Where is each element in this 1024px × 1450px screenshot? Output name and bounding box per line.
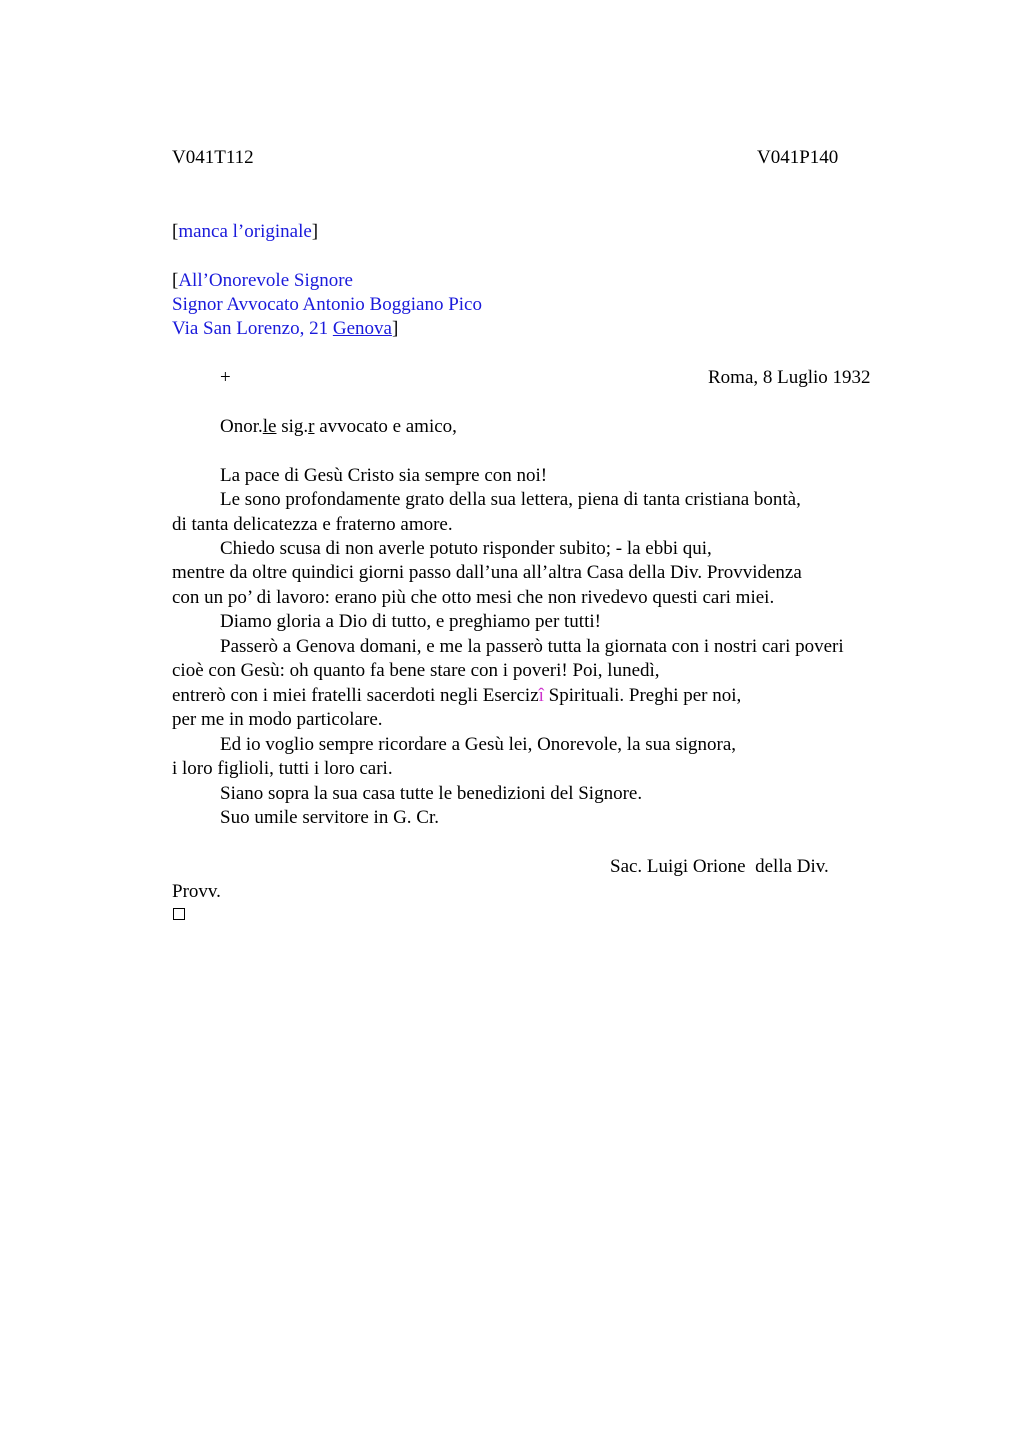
salutation-part: sig.: [276, 416, 309, 437]
body-line: Chiedo scusa di non averle potuto risponder subito; - la ebbi qui,: [220, 538, 712, 559]
salutation-part: avvocato e amico,: [314, 416, 457, 437]
document-code-right: V041P140: [757, 147, 839, 168]
body-line: La pace di Gesù Cristo sia sempre con noi!: [220, 465, 548, 486]
salutation-superscript: r: [308, 416, 315, 437]
body-line: di tanta delicatezza e fraterno amore.: [172, 514, 453, 535]
highlighted-character: î: [538, 685, 544, 706]
signature-line-2: Provv.: [172, 881, 221, 902]
cross-mark: +: [220, 367, 231, 388]
body-line: Passerò a Genova domani, e me la passerò tutta la giornata con i nostri cari poveri: [220, 636, 844, 657]
salutation: [220, 415, 457, 439]
body-line: per me in modo particolare.: [172, 709, 383, 730]
address-recipient-title: All’Onorevole Signore: [178, 270, 353, 291]
salutation-superscript: le: [262, 416, 277, 437]
document-code-left: V041T112: [172, 147, 254, 168]
body-line: Diamo gloria a Dio di tutto, e preghiamo per tutti!: [220, 611, 601, 632]
body-line: i loro figlioli, tutti i loro cari.: [172, 758, 393, 779]
body-line: mentre da oltre quindici giorni passo dall’una all’altra Casa della Div. Provvidenza: [172, 562, 802, 583]
body-line: Le sono profondamente grato della sua lettera, piena di tanta cristiana bontà,: [220, 489, 801, 510]
salutation-part: Onor.: [220, 416, 263, 437]
body-line: con un po’ di lavoro: erano più che otto mesi che non rivedevo questi cari miei.: [172, 587, 775, 608]
end-box-icon: [173, 908, 185, 920]
body-text: entrerò con i miei fratelli sacerdoti negli Eserciz: [172, 685, 539, 706]
editorial-note-text: manca l’originale: [178, 221, 312, 242]
editorial-note: [manca l’originale]: [172, 221, 319, 242]
body-text: Spirituali. Preghi per noi,: [543, 685, 742, 706]
body-line: [172, 684, 741, 708]
signature-line-1: Sac. Luigi Orione della Div.: [610, 856, 829, 877]
address-line-1: [All’Onorevole Signore: [172, 270, 353, 291]
address-street: Via San Lorenzo, 21: [172, 318, 333, 339]
address-line-3: Via San Lorenzo, 21 Genova]: [172, 318, 399, 339]
body-line: Ed io voglio sempre ricordare a Gesù lei, Onorevole, la sua signora,: [220, 734, 737, 755]
address-line-2: Signor Avvocato Antonio Boggiano Pico: [172, 294, 482, 315]
body-line: Siano sopra la sua casa tutte le benedizioni del Signore.: [220, 783, 643, 804]
address-city-link[interactable]: Genova: [332, 318, 392, 339]
body-line: cioè con Gesù: oh quanto fa bene stare con i poveri! Poi, lunedì,: [172, 660, 660, 681]
place-and-date: Roma, 8 Luglio 1932: [708, 367, 871, 388]
closing-line: Suo umile servitore in G. Cr.: [220, 807, 440, 828]
